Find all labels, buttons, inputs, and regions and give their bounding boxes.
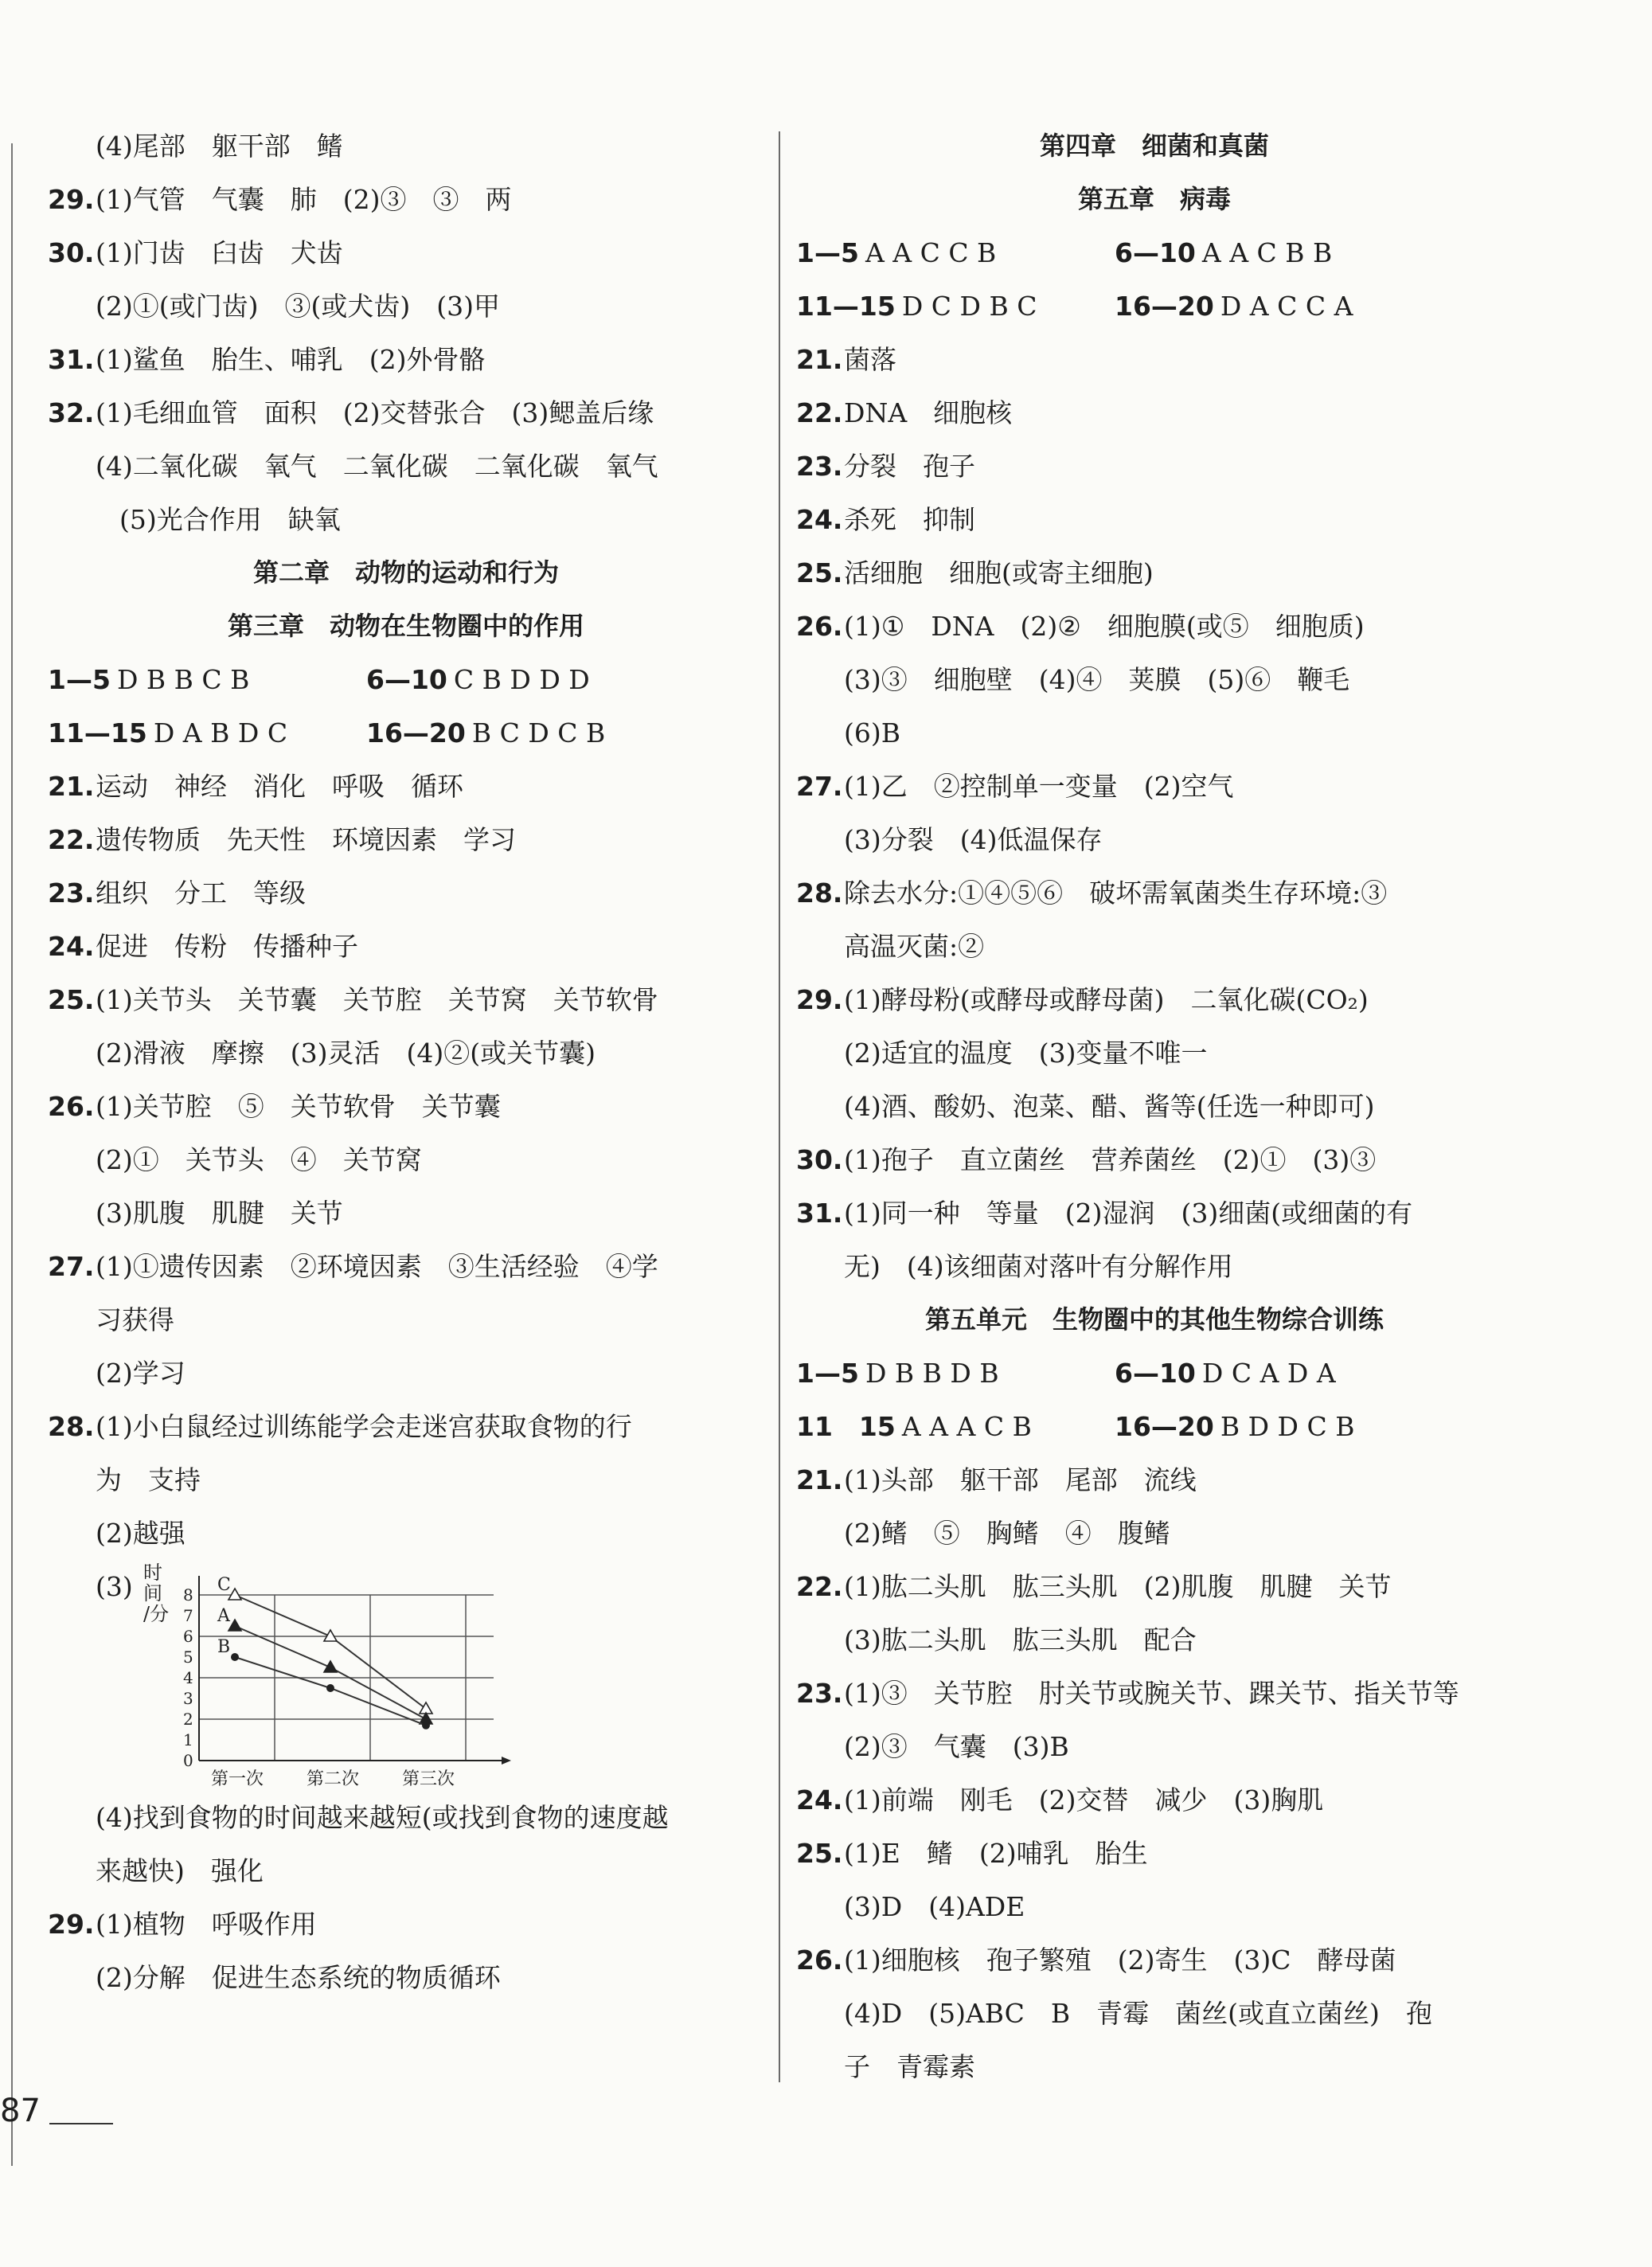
- left-column: [48, 119, 764, 2004]
- question-number: 27.: [796, 771, 843, 802]
- answer-text: (1)E 鳍 (2)哺乳 胎生: [844, 1838, 1148, 1869]
- question-number: 24.: [796, 1784, 843, 1816]
- question-number: 22.: [796, 397, 843, 428]
- answer-text: (1)①遗传因素 ②环境因素 ③生活经验 ④学: [96, 1251, 658, 1282]
- multiple-choice-answers-left: [48, 653, 764, 760]
- answer-text: (2)分解 促进生态系统的物质循环: [96, 1962, 501, 1993]
- question-number: 23.: [796, 451, 843, 482]
- time-line-chart: [135, 1560, 549, 1791]
- answer-line: [48, 813, 764, 866]
- answer-text: 杀死 抑制: [844, 504, 975, 535]
- answer-line: [48, 1507, 764, 1560]
- y-tick-label: 8: [183, 1585, 193, 1604]
- answers-chapter1-tail: [48, 119, 764, 546]
- question-number: 24.: [48, 931, 95, 962]
- choice-group: [1115, 226, 1433, 279]
- answer-line: [48, 1293, 764, 1347]
- answer-text: (1)关节腔 ⑤ 关节软骨 关节囊: [96, 1091, 501, 1122]
- choice-letters: D B B D B: [865, 1358, 999, 1389]
- answer-text: (2)适宜的温度 (3)变量不唯一: [844, 1038, 1208, 1069]
- answer-text: (3)肱二头肌 肱三头肌 配合: [844, 1624, 1197, 1655]
- question-number: 26.: [796, 1945, 843, 1976]
- data-point: [231, 1653, 239, 1661]
- y-tick-label: 1: [183, 1730, 193, 1749]
- answer-line: [796, 813, 1513, 866]
- question-number: 28.: [796, 877, 843, 909]
- answer-text: (3)D (4)ADE: [844, 1891, 1025, 1922]
- answer-line: [796, 1240, 1513, 1293]
- y-tick-label: 4: [183, 1668, 193, 1687]
- answer-text: (2)学习: [96, 1358, 186, 1389]
- answer-text: (1)乙 ②控制单一变量 (2)空气: [844, 771, 1234, 802]
- answer-text: (3)肌腹 肌腱 关节: [96, 1198, 343, 1229]
- choice-answer-row: [796, 1347, 1513, 1400]
- y-axis-label: 时: [143, 1561, 162, 1584]
- question-number: 21.: [796, 344, 843, 375]
- answer-line: [48, 1186, 764, 1240]
- question-range: 6—10: [366, 664, 447, 695]
- question-number: 27.: [48, 1251, 95, 1282]
- chapter4-heading: 第四章 细菌和真菌: [1039, 131, 1269, 161]
- answer-text: (2)滑液 摩擦 (3)灵活 (4)②(或关节囊): [96, 1038, 596, 1069]
- question-number: 23.: [48, 877, 95, 909]
- question-range: 1—5: [48, 664, 111, 695]
- answer-line: [796, 1720, 1513, 1773]
- answer-line: [48, 1026, 764, 1080]
- answer-line: [48, 1400, 764, 1453]
- x-tick-label: 第三次: [402, 1769, 455, 1789]
- choice-letters: D B B C B: [116, 664, 250, 695]
- column-divider: [779, 131, 780, 2082]
- x-tick-label: 第二次: [307, 1769, 360, 1789]
- answer-line: [48, 1844, 764, 1898]
- choice-letters: B D D C B: [1220, 1411, 1355, 1442]
- choice-answer-row: [48, 653, 764, 706]
- answer-text: (2)① 关节头 ④ 关节窝: [96, 1144, 422, 1175]
- answer-text: 分裂 孢子: [844, 451, 975, 482]
- choice-group: [796, 279, 1115, 333]
- choice-answer-row: [48, 706, 764, 760]
- answer-text: (1)关节头 关节囊 关节腔 关节窝 关节软骨: [96, 984, 658, 1015]
- question-range: 1—5: [796, 1358, 859, 1389]
- answer-line: [796, 1453, 1513, 1507]
- answer-text: 子 青霉素: [844, 2051, 975, 2082]
- data-point: [326, 1684, 334, 1692]
- answer-text: (4)二氧化碳 氧气 二氧化碳 二氧化碳 氧气: [96, 451, 658, 482]
- choice-letters: B C D C B: [471, 717, 606, 749]
- series-label: B: [217, 1637, 231, 1657]
- answer-line: [796, 1133, 1513, 1186]
- page-number-rule: [49, 2123, 113, 2124]
- answer-line: [48, 493, 764, 546]
- choice-letters: A A C C B: [865, 237, 997, 268]
- choice-group: [796, 226, 1115, 279]
- question-range: 16—20: [1115, 1411, 1214, 1442]
- answer-line: [796, 493, 1513, 546]
- choice-letters: D A B D C: [153, 717, 288, 749]
- answer-line: [48, 973, 764, 1026]
- question-number: 30.: [48, 237, 95, 268]
- choice-letters: A A C B B: [1201, 237, 1333, 268]
- answer-line: [48, 1951, 764, 2004]
- answer-line: [48, 866, 764, 920]
- answer-line: [796, 440, 1513, 493]
- question-number: 26.: [48, 1091, 95, 1122]
- answer-text: (1)鲨鱼 胎生、哺乳 (2)外骨骼: [96, 344, 486, 375]
- question-number: 30.: [796, 1144, 843, 1175]
- answer-text: (1)酵母粉(或酵母或酵母菌) 二氧化碳(CO₂): [844, 984, 1369, 1015]
- answer-text: (1)气管 气囊 肺 (2)③ ③ 两: [96, 184, 512, 215]
- answer-line: [48, 173, 764, 226]
- choice-group: [48, 706, 366, 760]
- choice-answer-row: [796, 1400, 1513, 1453]
- choice-letters: A A A C B: [901, 1411, 1032, 1442]
- answer-line: [796, 333, 1513, 386]
- answer-text: (1)孢子 直立菌丝 营养菌丝 (2)① (3)③: [844, 1144, 1377, 1175]
- answer-line: [48, 1791, 764, 1844]
- answer-text: 除去水分:①④⑤⑥ 破坏需氧菌类生存环境:③: [844, 877, 1388, 909]
- answer-line: [48, 760, 764, 813]
- choice-group: [1115, 279, 1433, 333]
- choice-letters: C B D D D: [453, 664, 590, 695]
- answer-text: 促进 传粉 传播种子: [96, 931, 358, 962]
- answer-text: (1)小白鼠经过训练能学会走迷宫获取食物的行: [96, 1411, 632, 1442]
- answer-text: 来越快) 强化: [96, 1855, 264, 1886]
- choice-answer-row: [796, 226, 1513, 279]
- answer-line: [796, 866, 1513, 920]
- question-number: 22.: [796, 1571, 843, 1602]
- answers-chapter2-3-tail: [48, 1791, 764, 2004]
- multiple-choice-answers-right: [796, 226, 1513, 333]
- question-range: 1—5: [796, 237, 859, 268]
- y-tick-label: 7: [183, 1606, 193, 1625]
- answer-line: [796, 706, 1513, 760]
- answer-line: [48, 226, 764, 279]
- page-number: 87: [0, 2093, 41, 2129]
- series-label: A: [217, 1606, 230, 1626]
- answer-line: [48, 1453, 764, 1507]
- choice-group: [366, 706, 685, 760]
- answer-line: [48, 386, 764, 440]
- data-point: [422, 1722, 430, 1730]
- answer-text: (3)③ 细胞壁 (4)④ 荚膜 (5)⑥ 鞭毛: [844, 664, 1350, 695]
- question-number: 29.: [48, 184, 95, 215]
- answers-chapter4-5: [796, 333, 1513, 1293]
- multiple-choice-answers-unit5: [796, 1347, 1513, 1453]
- x-tick-label: 第一次: [211, 1769, 264, 1789]
- choice-letters: D C A D A: [1201, 1358, 1336, 1389]
- answer-line: [796, 1186, 1513, 1240]
- question-number: 25.: [48, 984, 95, 1015]
- question-range: 11—15: [796, 291, 896, 322]
- answer-text: 活细胞 细胞(或寄主细胞): [844, 557, 1154, 588]
- chapter2-heading: 第二章 动物的运动和行为: [252, 557, 559, 588]
- y-axis-label: 间: [143, 1582, 162, 1604]
- choice-answer-row: [796, 279, 1513, 333]
- question-number: 23.: [796, 1678, 843, 1709]
- answer-line: [48, 1898, 764, 1951]
- choice-group: [1115, 1347, 1433, 1400]
- answer-text: (1)③ 关节腔 肘关节或腕关节、踝关节、指关节等: [844, 1678, 1459, 1709]
- question-number: 31.: [796, 1198, 843, 1229]
- answer-line: [796, 546, 1513, 600]
- chapter5-heading: 第五章 病毒: [1077, 184, 1231, 214]
- page-edge-line: [11, 143, 13, 2166]
- answers-unit5: [796, 1453, 1513, 2093]
- choice-group: [796, 1400, 1115, 1453]
- question-number: 22.: [48, 824, 95, 855]
- choice-group: [366, 653, 685, 706]
- answer-line: [796, 1080, 1513, 1133]
- answer-line: [796, 2040, 1513, 2093]
- answer-line: [48, 119, 764, 173]
- series-label: C: [217, 1575, 231, 1595]
- y-tick-label: 3: [183, 1689, 193, 1708]
- answer-line: [48, 1240, 764, 1293]
- right-column: [796, 119, 1513, 2093]
- answer-line: [796, 1560, 1513, 1613]
- answer-text: (4)酒、酸奶、泡菜、醋、酱等(任选一种即可): [844, 1091, 1375, 1122]
- answer-text: (1)门齿 臼齿 犬齿: [96, 237, 343, 268]
- choice-group: [48, 653, 366, 706]
- line-chart-block: [48, 1560, 764, 1791]
- unit5-heading: 第五单元 生物圈中的其他生物综合训练: [924, 1304, 1384, 1335]
- question-number: 28.: [48, 1411, 95, 1442]
- answer-text: (1)头部 躯干部 尾部 流线: [844, 1464, 1197, 1495]
- answer-text: (4)找到食物的时间越来越短(或找到食物的速度越: [96, 1802, 669, 1833]
- y-tick-label: 5: [183, 1647, 193, 1667]
- answer-text: 习获得: [96, 1304, 174, 1335]
- choice-group: [796, 1347, 1115, 1400]
- answer-text: (1)细胞核 孢子繁殖 (2)寄生 (3)C 酵母菌: [844, 1945, 1396, 1976]
- answer-text: 菌落: [844, 344, 896, 375]
- data-point: [324, 1661, 337, 1672]
- answer-text: 高温灭菌:②: [844, 931, 985, 962]
- answer-text: (1)毛细血管 面积 (2)交替张合 (3)鳃盖后缘: [96, 397, 654, 428]
- answer-text: (1)同一种 等量 (2)湿润 (3)细菌(或细菌的有: [844, 1198, 1413, 1229]
- answer-line: [796, 600, 1513, 653]
- answer-text: 无) (4)该细菌对落叶有分解作用: [844, 1251, 1233, 1282]
- answer-line: [796, 760, 1513, 813]
- answer-line: [796, 1507, 1513, 1560]
- answer-text: (1)肱二头肌 肱三头肌 (2)肌腹 肌腱 关节: [844, 1571, 1392, 1602]
- answer-text: (5)光合作用 缺氧: [119, 504, 341, 535]
- answer-text: (1)① DNA (2)② 细胞膜(或⑤ 细胞质): [844, 611, 1365, 642]
- question-number: 32.: [48, 397, 95, 428]
- answer-line: [796, 1987, 1513, 2040]
- question-range: 16—20: [1115, 291, 1214, 322]
- answer-line: [796, 1667, 1513, 1720]
- answer-line: [48, 333, 764, 386]
- answer-text: DNA 细胞核: [844, 397, 1013, 428]
- question-range: 11—15: [48, 717, 147, 749]
- answer-line: [796, 973, 1513, 1026]
- choice-letters: D C D B C: [901, 291, 1037, 322]
- answer-line: [796, 653, 1513, 706]
- question-number: 29.: [48, 1909, 95, 1940]
- answer-text: 组织 分工 等级: [96, 877, 306, 909]
- answer-line: [48, 1347, 764, 1400]
- answer-text: 为 支持: [96, 1464, 201, 1495]
- answer-text: (6)B: [844, 717, 900, 749]
- answer-line: [796, 1773, 1513, 1827]
- question-range: 6—10: [1115, 1358, 1196, 1389]
- choice-letters: D A C C A: [1220, 291, 1353, 322]
- answer-text: 运动 神经 消化 呼吸 循环: [96, 771, 463, 802]
- answer-line: [48, 920, 764, 973]
- question-number: 25.: [796, 1838, 843, 1869]
- x-axis-arrow: [502, 1757, 511, 1765]
- choice-group: [1115, 1400, 1433, 1453]
- y-tick-label: 6: [183, 1627, 193, 1646]
- question-number: 26.: [796, 611, 843, 642]
- answers-chapter2-3: [48, 760, 764, 1560]
- answer-line: [796, 920, 1513, 973]
- answer-line: [796, 1933, 1513, 1987]
- answer-line: [48, 440, 764, 493]
- y-tick-label: 0: [183, 1751, 193, 1770]
- question-number: 24.: [796, 504, 843, 535]
- question-number: 21.: [796, 1464, 843, 1495]
- answer-text: (2)①(或门齿) ③(或犬齿) (3)甲: [96, 291, 500, 322]
- chapter3-heading: 第三章 动物在生物圈中的作用: [227, 611, 584, 641]
- answer-text: (2)越强: [96, 1518, 186, 1549]
- question-range: 16—20: [366, 717, 466, 749]
- data-point: [324, 1630, 337, 1641]
- question-number: 29.: [796, 984, 843, 1015]
- chart-label: (3): [96, 1571, 133, 1602]
- question-number: 25.: [796, 557, 843, 588]
- answer-text: (1)植物 呼吸作用: [96, 1909, 317, 1940]
- answer-line: [48, 1133, 764, 1186]
- question-number: 21.: [48, 771, 95, 802]
- answer-text: (4)D (5)ABC B 青霉 菌丝(或直立菌丝) 孢: [844, 1998, 1432, 2029]
- answer-line: [796, 1026, 1513, 1080]
- question-range: 6—10: [1115, 237, 1196, 268]
- answer-line: [796, 1827, 1513, 1880]
- answer-text: 遗传物质 先天性 环境因素 学习: [96, 824, 516, 855]
- answer-line: [48, 279, 764, 333]
- answer-line: [796, 386, 1513, 440]
- answer-text: (2)③ 气囊 (3)B: [844, 1731, 1069, 1762]
- answer-text: (1)前端 刚毛 (2)交替 减少 (3)胸肌: [844, 1784, 1324, 1816]
- answer-line: [796, 1880, 1513, 1933]
- answer-text: (4)尾部 躯干部 鳍: [96, 131, 343, 162]
- answer-line: [48, 1080, 764, 1133]
- answer-text: (2)鳍 ⑤ 胸鳍 ④ 腹鳍: [844, 1518, 1170, 1549]
- question-number: 31.: [48, 344, 95, 375]
- data-point: [228, 1620, 241, 1631]
- answer-line: [796, 1613, 1513, 1667]
- question-range: 11 15: [796, 1411, 896, 1442]
- y-tick-label: 2: [183, 1710, 193, 1729]
- answer-text: (3)分裂 (4)低温保存: [844, 824, 1103, 855]
- y-axis-label: /分: [143, 1603, 170, 1625]
